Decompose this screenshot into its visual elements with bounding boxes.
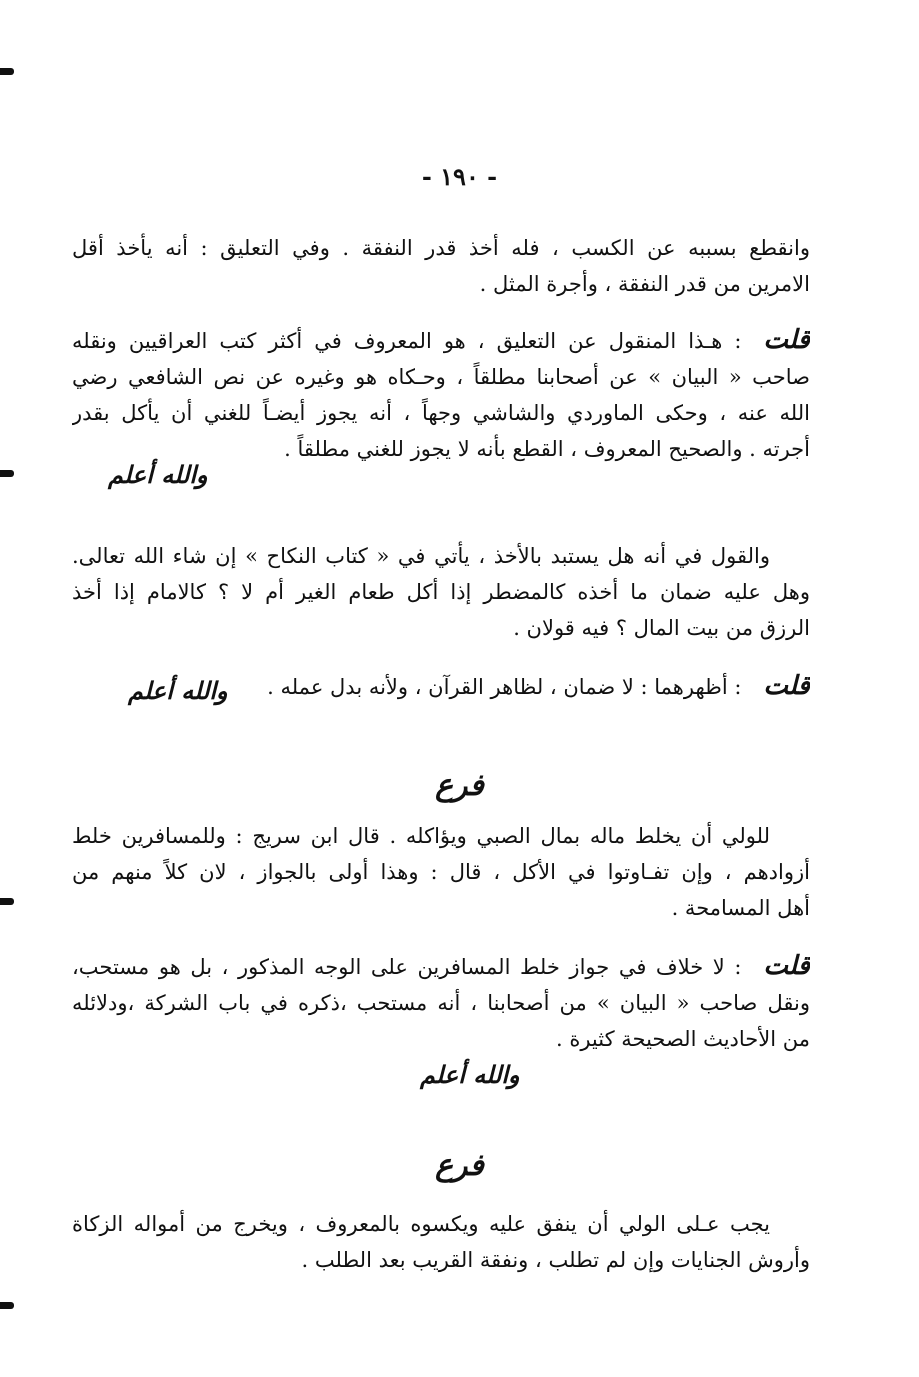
- scan-edge-mark: [0, 470, 14, 477]
- text-line: والقول في أنه هل يستبد بالأخذ ، يأتي في « كتاب النكاح » إن شاء الله تعالى.: [72, 544, 770, 568]
- text-line: أهل المسامحة .: [671, 896, 810, 920]
- text-line: ونقل صاحب « البيان » من أصحابنا ، أنه مستحب ،ذكره في باب الشركة ،ودلائله: [72, 991, 810, 1015]
- text-line-content: : لا خلاف في جواز خلط المسافرين على الوجه المذكور ، بل هو مستحب،: [72, 955, 742, 979]
- scan-edge-mark: [0, 898, 14, 905]
- text-line-content: : أظهرهما : لا ضمان ، لظاهر القرآن ، ولأنه بدل عمله .: [267, 675, 742, 699]
- text-line-content: : هـذا المنقول عن التعليق ، هو المعروف في أكثر كتب العراقيين ونقله: [72, 329, 742, 353]
- paragraph: [72, 1206, 810, 1278]
- section-heading: فرع: [435, 768, 484, 803]
- text-line: من الأحاديث الصحيحة كثيرة .: [555, 1027, 810, 1051]
- text-line: صاحب « البيان » عن أصحابنا مطلقاً ، وحـكاه هو وغيره عن نص الشافعي رضي: [72, 365, 810, 389]
- paragraph: [72, 818, 810, 926]
- scan-edge-mark: [0, 68, 14, 75]
- qult-label: قلت: [763, 951, 810, 981]
- qult-label: قلت: [763, 671, 810, 701]
- text-line: وانقطع بسببه عن الكسب ، فله أخذ قدر النفقة . وفي التعليق : أنه يأخذ أقل: [72, 236, 810, 260]
- text-line: أزوادهم ، وإن تفـاوتوا في الأكل ، قال : وهذا أولى بالجواز ، لان كلاً منهم من: [72, 860, 810, 884]
- closing-phrase: والله أعلم: [108, 460, 208, 489]
- text-line: [72, 322, 810, 359]
- paragraph: [72, 230, 810, 302]
- text-line: الرزق من بيت المال ؟ فيه قولان .: [513, 616, 810, 640]
- text-line: الامرين من قدر النفقة ، وأجرة المثل .: [479, 272, 810, 296]
- text-line: وأروش الجنايات وإن لم تطلب ، ونفقة القريب بعد الطلب .: [301, 1248, 810, 1272]
- paragraph: [72, 538, 810, 646]
- qult-paragraph: [72, 948, 810, 1057]
- qult-label: قلت: [763, 325, 810, 355]
- text-line: يجب عـلى الولي أن ينفق عليه ويكسوه بالمعروف ، ويخرج من أمواله الزكاة: [72, 1212, 770, 1236]
- closing-phrase: والله أعلم: [420, 1060, 520, 1089]
- text-line: وهل عليه ضمان ما أخذه كالمضطر إذا أكل طعام الغير أم لا ؟ كالامام إذا أخذ: [72, 580, 810, 604]
- text-line: الله عنه ، وحكى الماوردي والشاشي وجهاً ، أنه يجوز أيضـاً للغني أن يأكل بقدر: [72, 401, 810, 425]
- text-line: أجرته . والصحيح المعروف ، القطع بأنه لا يجوز للغني مطلقاً .: [284, 437, 810, 461]
- text-line: [72, 948, 810, 985]
- text-line: للولي أن يخلط ماله بمال الصبي ويؤاكله . قال ابن سريج : وللمسافرين خلط: [72, 824, 770, 848]
- page-number: - ١٩٠ -: [421, 162, 498, 191]
- scan-edge-mark: [0, 1302, 14, 1309]
- closing-phrase: والله أعلم: [128, 676, 228, 705]
- section-heading: فرع: [435, 1148, 484, 1183]
- qult-paragraph: [72, 322, 810, 467]
